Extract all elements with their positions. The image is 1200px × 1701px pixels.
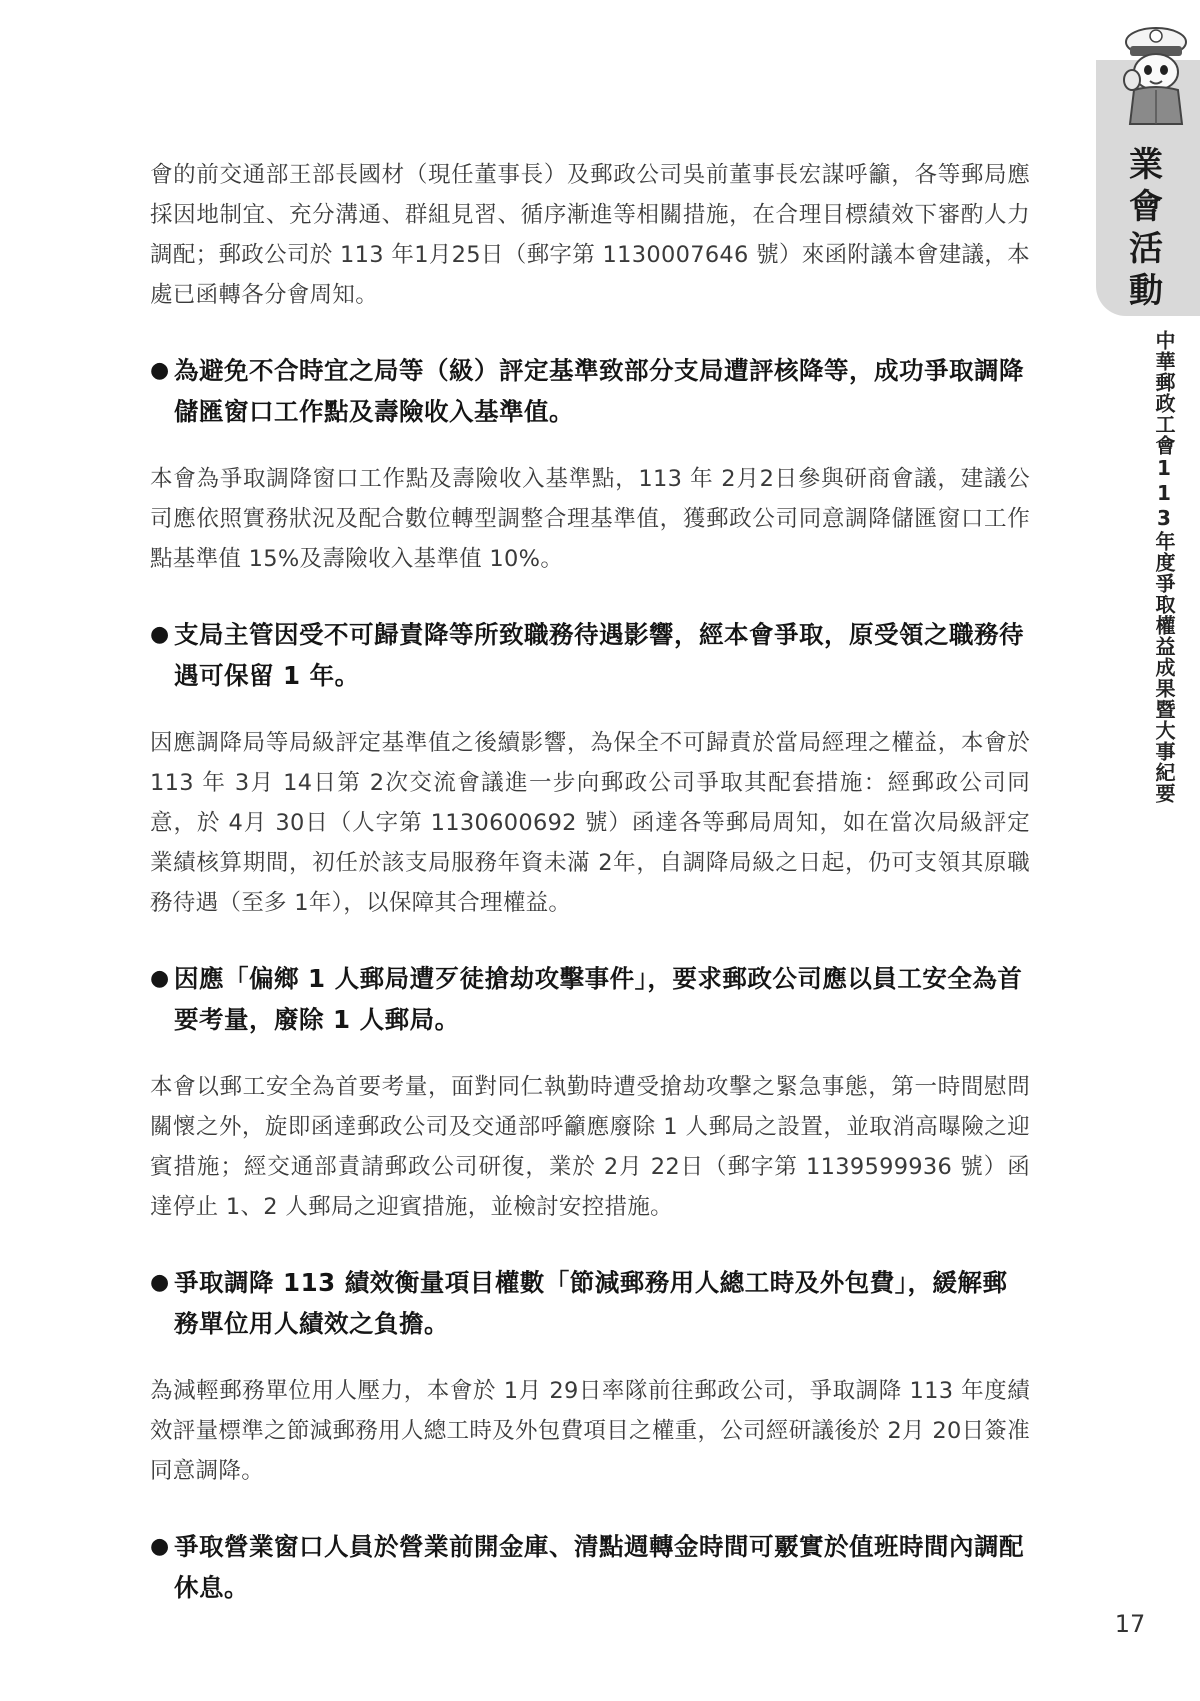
bullet-heading xyxy=(150,1526,1030,1608)
bullet-heading xyxy=(150,1262,1030,1344)
body-paragraph: 因應調降局等局級評定基準值之後續影響，為保全不可歸責於當局經理之權益，本會於 113 年 3月 14日第 2次交流會議進一步向郵政公司爭取其配套措施：經郵政公司同意，於 4月 30日（人字第 1130600692 號）函達各等郵局周知，如在當次局級評定業績核算期間，初任於該支局服務年資未滿 2年，自調降局級之日起，仍可支領其原職務待遇（至多 1年），以保障其合理權益。 xyxy=(150,730,1030,916)
section-tab-char: 動 xyxy=(1129,271,1163,311)
body-paragraph: 本會為爭取調降窗口工作點及壽險收入基準點，113 年 2月2日參與研商會議，建議公司應依照實務狀況及配合數位轉型調整合理基準值，獲郵政公司同意調降儲匯窗口工作點基準值 15%及壽險收入基準值 10%。 xyxy=(150,466,1030,572)
section-tab-char: 活 xyxy=(1129,229,1163,269)
chapter-title-vertical: 中華郵政工會113年度爭取權益成果暨大事紀要 xyxy=(1152,330,1176,804)
bullet-dot-icon: ● xyxy=(150,622,170,647)
bullet-heading-text: 因應「偏鄉 1 人郵局遭歹徒搶劫攻擊事件」，要求郵政公司應以員工安全為首要考量，廢除 1 人郵局。 xyxy=(174,964,1023,1034)
bullet-heading-text: 爭取調降 113 績效衡量項目權數「節減郵務用人總工時及外包費」，緩解郵務單位用人績效之負擔。 xyxy=(174,1268,1008,1338)
body-paragraph: 本會以郵工安全為首要考量，面對同仁執勤時遭受搶劫攻擊之緊急事態，第一時間慰問關懷之外，旋即函達郵政公司及交通部呼籲應廢除 1 人郵局之設置，並取消高曝險之迎賓措施；經交通部責請郵政公司研復，業於 2月 22日（郵字第 1139599936 號）函達停止 1、2 人郵局之迎賓措施，並檢討安控措施。 xyxy=(150,1074,1030,1220)
bullet-heading-text: 爭取營業窗口人員於營業前開金庫、清點週轉金時間可覈實於值班時間內調配休息。 xyxy=(174,1532,1024,1602)
bullet-heading xyxy=(150,958,1030,1040)
intro-paragraph: 會的前交通部王部長國材（現任董事長）及郵政公司吳前董事長宏謀呼籲，各等郵局應採因地制宜、充分溝通、群組見習、循序漸進等相關措施，在合理目標績效下審酌人力調配；郵政公司於 113 年1月25日（郵字第 1130007646 號）來函附議本會建議，本處已函轉各分會周知。 xyxy=(150,162,1030,308)
postman-mascot-icon xyxy=(1112,20,1196,130)
bullet-heading-text: 為避免不合時宜之局等（級）評定基準致部分支局遭評核降等，成功爭取調降儲匯窗口工作點及壽險收入基準值。 xyxy=(174,356,1024,426)
section-tab-char: 會 xyxy=(1129,187,1163,227)
bullet-dot-icon: ● xyxy=(150,1534,170,1559)
bullet-dot-icon: ● xyxy=(150,358,170,383)
section-tab-label xyxy=(1116,144,1176,312)
section-tab-char: 業 xyxy=(1129,145,1163,185)
bullet-heading xyxy=(150,350,1030,432)
bullet-heading xyxy=(150,614,1030,696)
bullet-dot-icon: ● xyxy=(150,966,170,991)
page-number: 17 xyxy=(1114,1610,1146,1638)
body-paragraph: 為減輕郵務單位用人壓力，本會於 1月 29日率隊前往郵政公司，爭取調降 113 年度績效評量標準之節減郵務用人總工時及外包費項目之權重，公司經研議後於 2月 20日簽准同意調降。 xyxy=(150,1378,1030,1484)
main-content xyxy=(150,155,1030,1608)
bullet-heading-text: 支局主管因受不可歸責降等所致職務待遇影響，經本會爭取，原受領之職務待遇可保留 1 年。 xyxy=(174,620,1024,690)
bullet-dot-icon: ● xyxy=(150,1270,170,1295)
